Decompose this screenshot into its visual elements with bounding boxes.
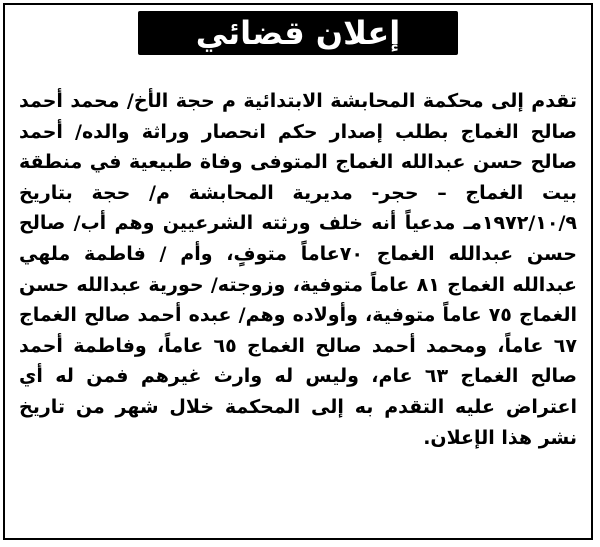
notice-title: إعلان قضائي (138, 11, 458, 55)
title-bar (5, 11, 591, 55)
notice-body: تقدم إلى محكمة المحابشة الابتدائية م حجة الأخ/ محمد أحمد صالح الغماج بطلب إصدار حكم انحصار وراثة والده/ أحمد صالح حسن عبدالله الغماج المتوفى وفاة طبيعية في منطقة بيت الغماج – حجر- مديرية المحابشة م/ حجة بتاريخ ١٩٧٢/١٠/٩مـ مدعياً أنه خلف ورثته الشرعيين وهم أب/ صالح حسن عبدالله الغماج ٧٠عاماً متوفٍ، وأم / فاطمة ملهي عبدالله الغماج ٨١ عاماً متوفية، وزوجته/ حورية عبدالله حسن الغماج ٧٥ عاماً متوفية، وأولاده وهم/ عبده أحمد صالح الغماج ٦٧ عاماً، ومحمد أحمد صالح الغماج ٦٥ عاماً، وفاطمة أحمد صالح الغماج ٦٣ عام، وليس له وارث غيرهم فمن له أي اعتراض عليه التقدم به إلى المحكمة خلال شهر من تاريخ نشر هذا الإعلان. (19, 90, 578, 449)
legal-notice-box (3, 3, 593, 540)
